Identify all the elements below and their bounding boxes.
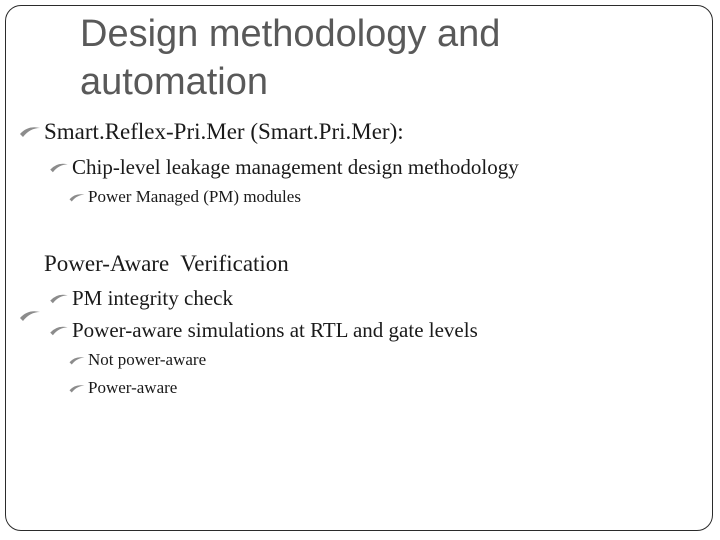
bullet-text: Not power-aware	[88, 350, 207, 369]
swoosh-bullet-icon	[18, 123, 44, 141]
bullet-text: Chip-level leakage management design methodology	[72, 155, 519, 179]
swoosh-bullet-icon	[48, 160, 72, 176]
bullet-text: Power Managed (PM) modules	[88, 187, 301, 206]
bullet-text: PM integrity check	[72, 286, 233, 310]
bullet-power-aware-simulations	[48, 318, 478, 343]
swoosh-bullet-icon	[68, 191, 88, 204]
bullet-smartreflex	[18, 119, 404, 145]
bullet-text: Power-aware simulations at RTL and gate levels	[72, 318, 478, 342]
bullet-chip-level	[48, 155, 519, 180]
bullet-not-power-aware	[68, 350, 206, 370]
swoosh-bullet-icon	[48, 323, 72, 339]
bullet-text: Power-aware	[88, 378, 178, 397]
bullet-text: Smart.Reflex-Pri.Mer (Smart.Pri.Mer):	[44, 119, 404, 144]
swoosh-bullet-icon	[68, 354, 88, 367]
bullet-power-aware-verification	[18, 251, 289, 277]
bullet-pm-integrity	[48, 286, 233, 311]
slide-title	[80, 10, 680, 106]
title-line-1: Design methodology and	[80, 13, 501, 55]
bullet-power-managed	[68, 187, 301, 207]
title-line-2: automation	[80, 61, 269, 103]
bullet-text: Power-Aware Verification	[44, 251, 289, 276]
swoosh-bullet-icon	[18, 255, 44, 273]
swoosh-bullet-icon	[68, 382, 88, 395]
swoosh-bullet-icon	[48, 291, 72, 307]
bullet-power-aware	[68, 378, 177, 398]
